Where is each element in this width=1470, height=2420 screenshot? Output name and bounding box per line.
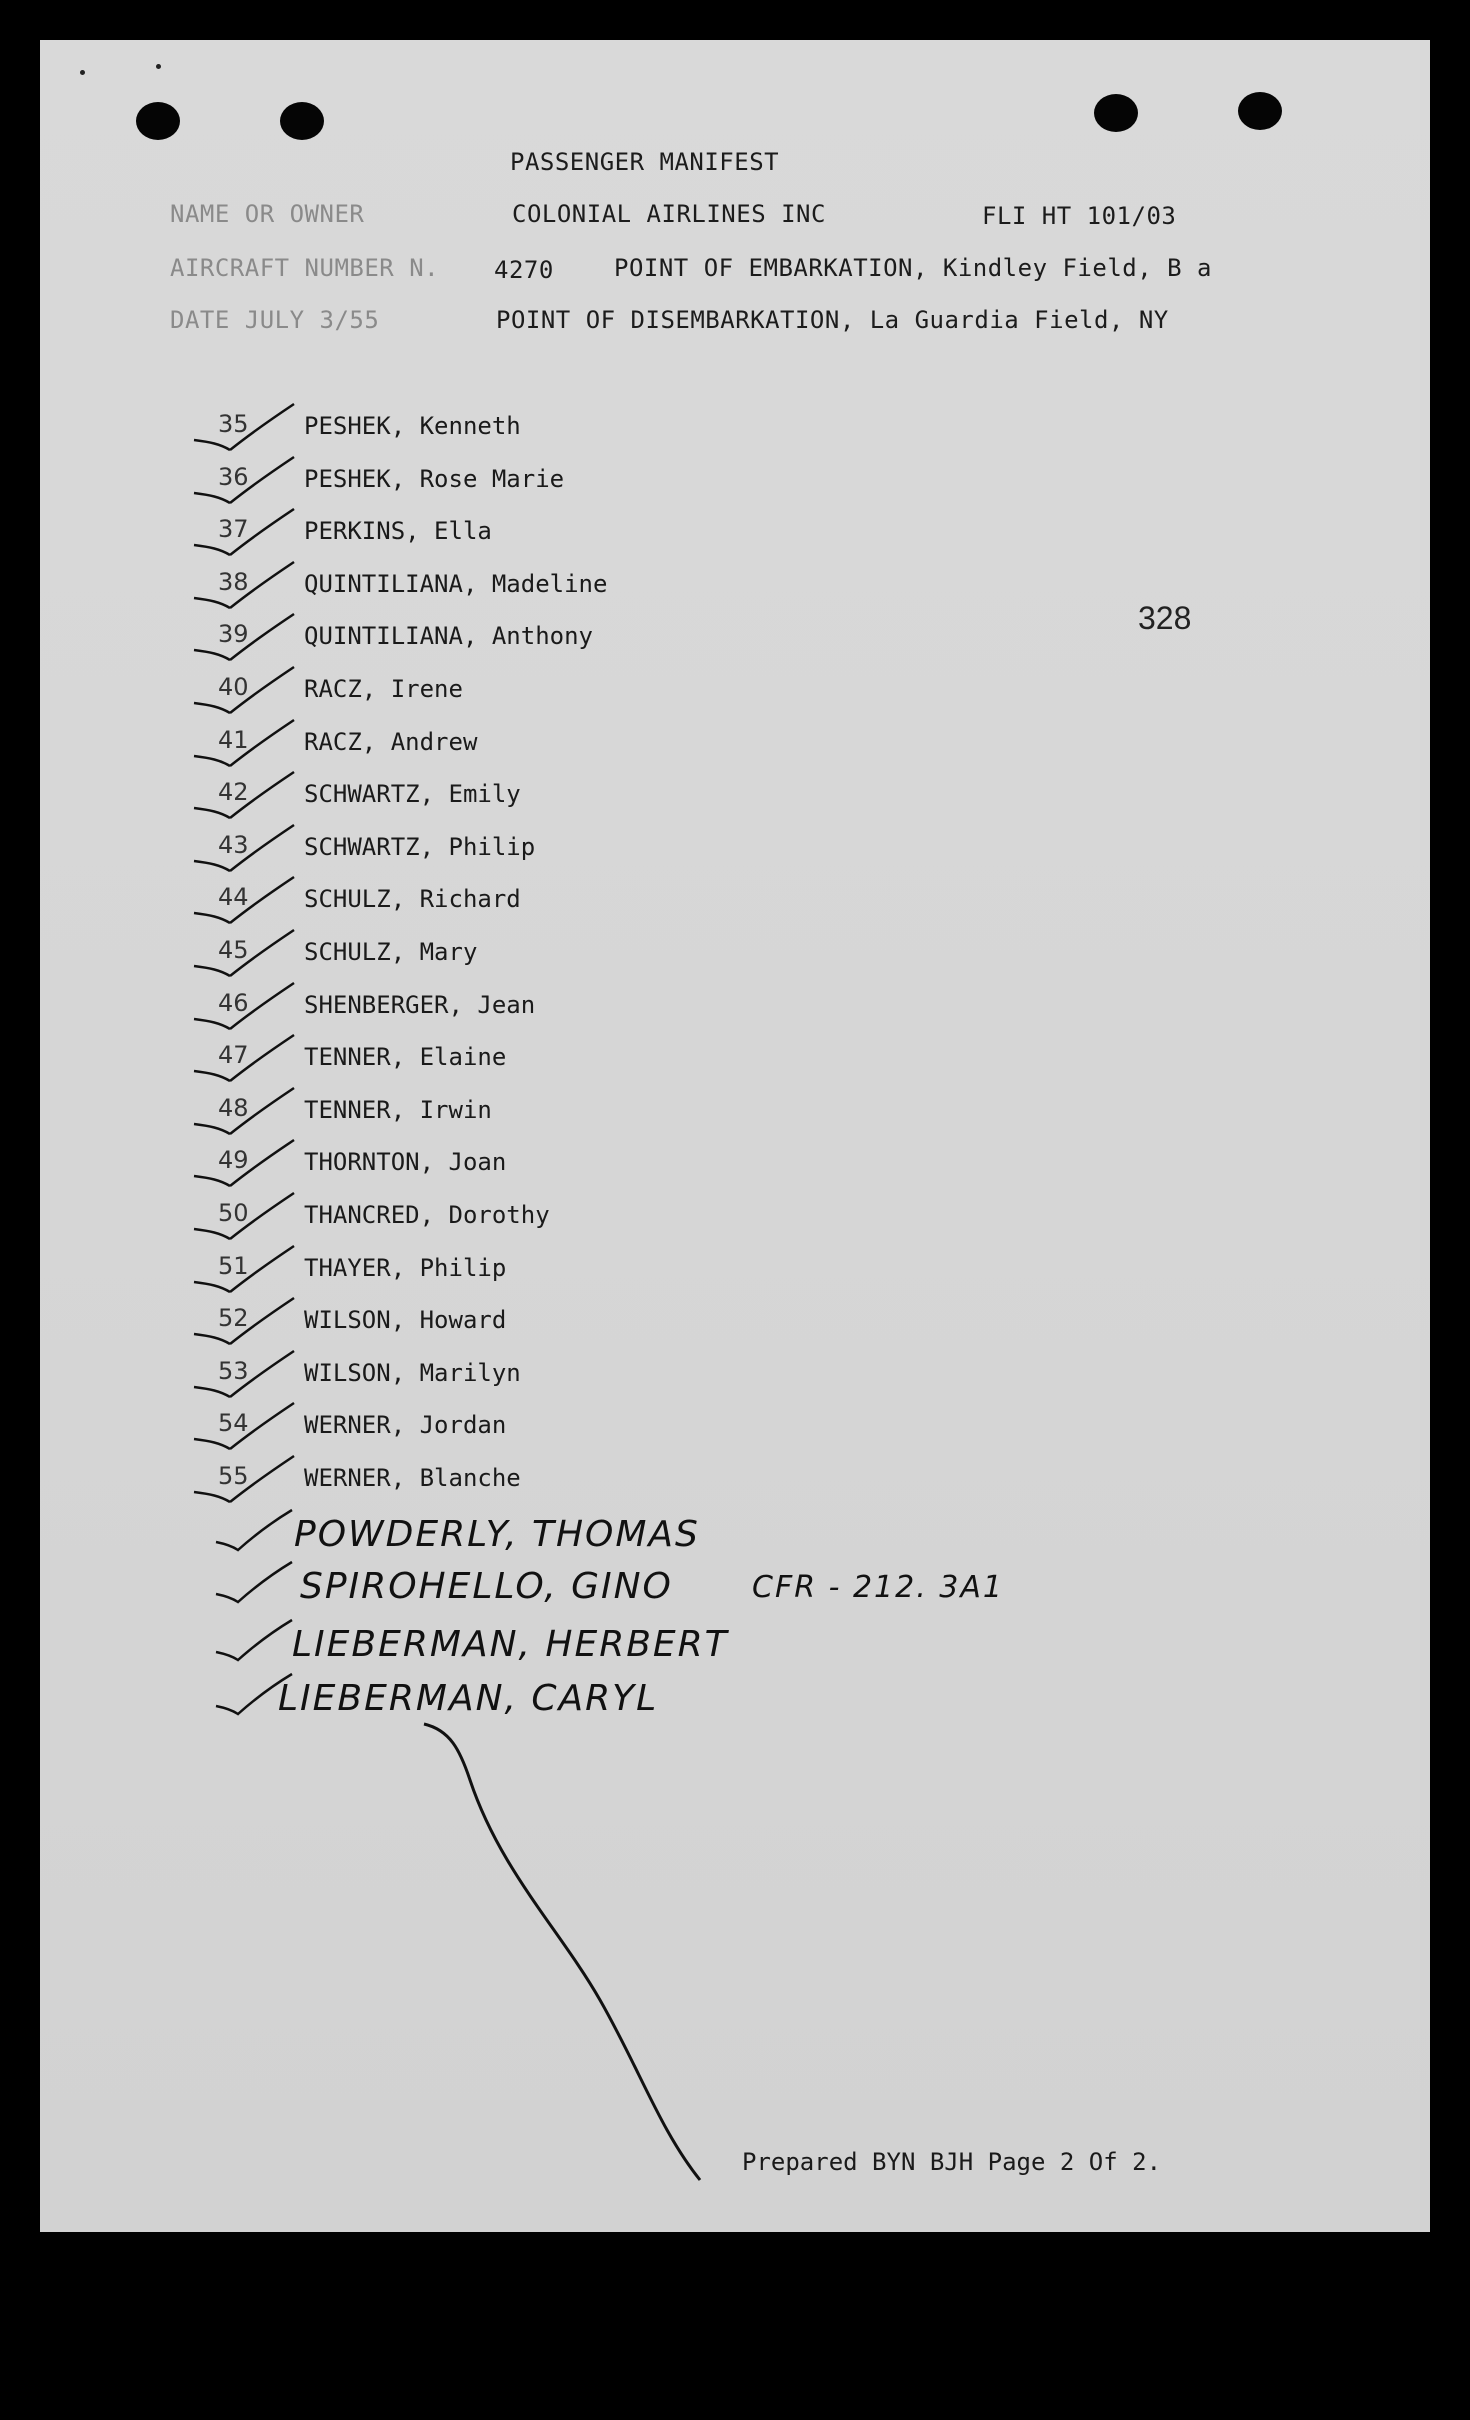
passenger-name: SCHULZ, Richard [304,885,521,914]
handwritten-passenger-name: LIEBERMAN, HERBERT [292,1624,729,1665]
handwritten-note: CFR - 212. 3A1 [752,1570,1004,1605]
disembarkation-point: POINT OF DISEMBARKATION, La Guardia Field, NY [496,306,1169,334]
passenger-name: PESHEK, Rose Marie [304,464,565,493]
passenger-name: PESHEK, Kenneth [304,412,521,440]
passenger-number: 48 [218,1093,249,1122]
passenger-name: PERKINS, Ella [304,517,492,546]
passenger-number: 54 [218,1409,249,1438]
passenger-name: SCHULZ, Mary [304,938,478,966]
flight-number: FLI HT 101/03 [982,202,1177,230]
passenger-name: WERNER, Jordan [304,1411,507,1440]
passenger-name: SHENBERGER, Jean [304,990,536,1019]
airline-name: COLONIAL AIRLINES INC [512,200,826,228]
passenger-number: 39 [218,620,249,649]
footer-prepared-by: Prepared BYN BJH Page 2 Of 2. [742,2148,1162,2176]
passenger-number: 40 [218,673,249,701]
passenger-number: 51 [218,1251,249,1280]
handwritten-passenger-name: LIEBERMAN, CARYL [278,1678,659,1719]
passenger-number: 55 [218,1462,249,1490]
embarkation-point: POINT OF EMBARKATION, Kindley Field, B a [614,254,1212,282]
passenger-number: 38 [218,567,249,596]
passenger-number: 49 [218,1146,249,1175]
pen-stroke [40,40,1430,2232]
passenger-number: 37 [218,515,249,544]
passenger-name: WILSON, Marilyn [304,1358,521,1387]
date-label: DATE JULY 3/55 [170,306,380,334]
passenger-name: QUINTILIANA, Madeline [304,569,608,598]
passenger-number: 53 [218,1356,249,1385]
passenger-name: RACZ, Andrew [304,727,478,756]
aircraft-number: 4270 [494,256,554,284]
passenger-number: 41 [218,725,249,754]
passenger-name: TENNER, Elaine [304,1043,507,1072]
passenger-name: THORNTON, Joan [304,1148,507,1177]
manifest-title: PASSENGER MANIFEST [510,148,780,176]
handwritten-passenger-name: POWDERLY, THOMAS [294,1514,700,1555]
passenger-number: 42 [218,778,249,807]
manifest-page [40,40,1430,2232]
owner-label: NAME OR OWNER [170,200,365,228]
passenger-number: 36 [218,462,249,491]
passenger-number: 46 [218,988,249,1017]
passenger-name: THAYER, Philip [304,1253,507,1282]
passenger-name: WILSON, Howard [304,1306,507,1335]
aircraft-label: AIRCRAFT NUMBER N. [170,254,440,282]
passenger-number: 52 [218,1304,249,1333]
passenger-name: QUINTILIANA, Anthony [304,622,593,651]
passenger-number: 44 [218,883,249,912]
passenger-name: SCHWARTZ, Philip [304,832,536,861]
passenger-name: THANCRED, Dorothy [304,1201,550,1229]
passenger-number: 47 [218,1041,249,1070]
passenger-name: TENNER, Irwin [304,1095,492,1124]
stamp-number: 328 [1138,600,1192,636]
handwritten-passenger-name: SPIROHELLO, GINO [300,1566,673,1607]
passenger-name: RACZ, Irene [304,675,463,703]
passenger-number: 45 [218,936,249,964]
passenger-name: SCHWARTZ, Emily [304,780,521,809]
passenger-number: 43 [218,830,249,859]
passenger-number: 35 [218,410,249,438]
passenger-number: 50 [218,1199,249,1227]
passenger-name: WERNER, Blanche [304,1464,521,1492]
